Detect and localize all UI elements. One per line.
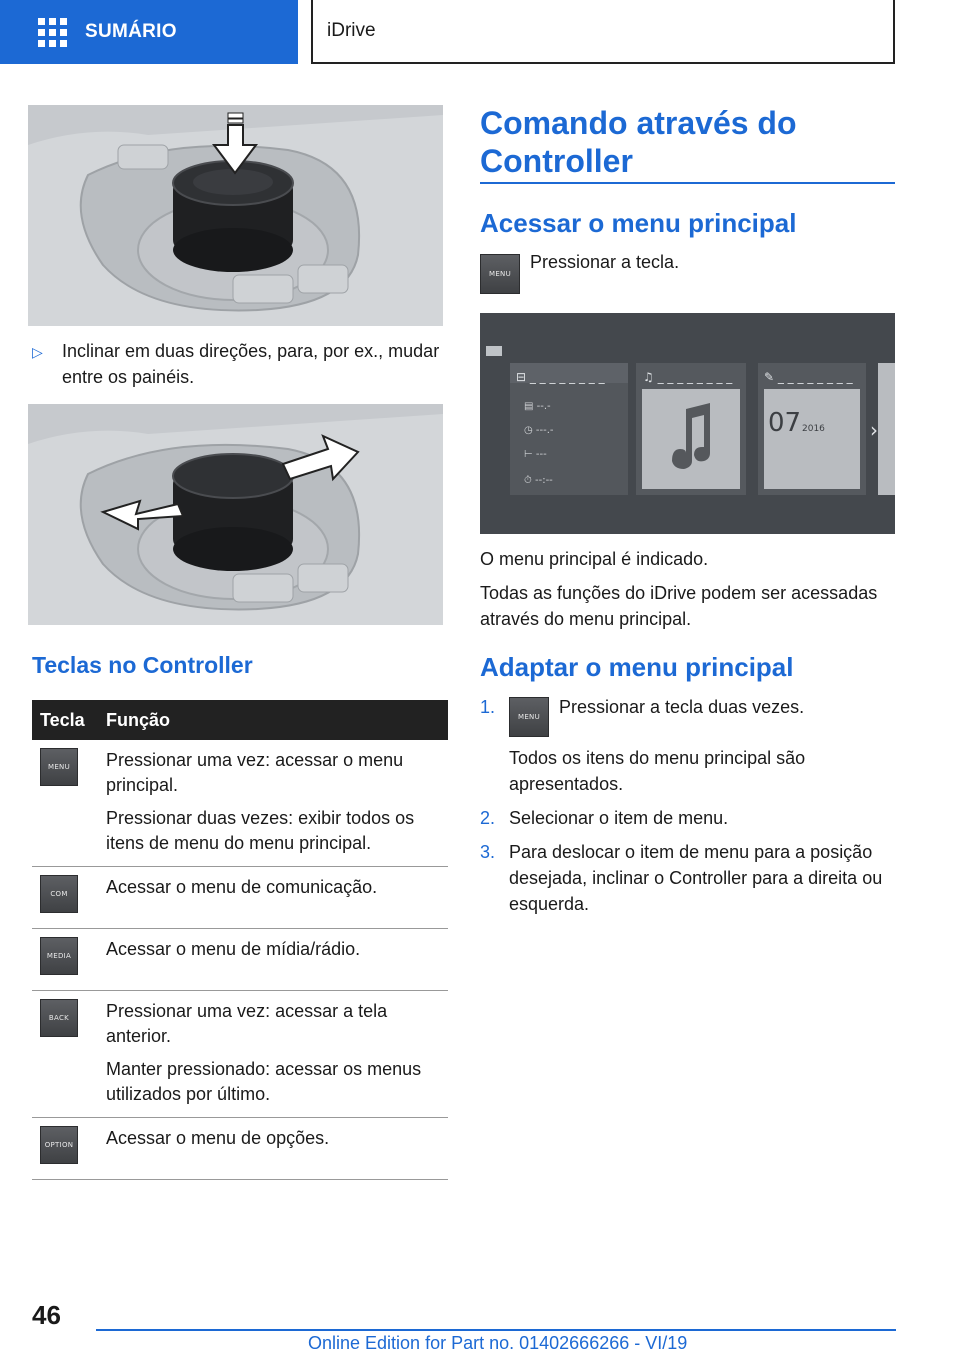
page-number: 46 xyxy=(32,1300,61,1330)
row-text: Pressionar duas vezes: exibir todos os itens de menu do menu principal. xyxy=(106,808,415,853)
grid-icon xyxy=(38,18,67,47)
main-menu-screen-figure xyxy=(480,313,895,534)
svg-text:♫ _ _ _ _ _ _ _ _: ♫ _ _ _ _ _ _ _ _ xyxy=(643,370,733,384)
subheading-adapt: Adaptar o menu principal xyxy=(480,652,794,682)
list-item xyxy=(480,839,895,917)
row-text: Pressionar uma vez: acessar o menu principal. xyxy=(106,750,404,795)
step-number: 3. xyxy=(480,842,496,862)
table-row xyxy=(32,991,448,1118)
svg-text:›: › xyxy=(870,418,878,442)
list-item xyxy=(480,694,895,797)
svg-text:⏱ --:--: ⏱ --:-- xyxy=(524,475,553,486)
screen-date-day: 07 xyxy=(768,408,802,438)
row-text: Acessar o menu de comunicação. xyxy=(106,877,378,897)
back-key-icon: BACK xyxy=(40,999,78,1037)
menu-key-icon: MENU xyxy=(480,254,520,294)
menu-key-icon: MENU xyxy=(509,697,549,737)
svg-text:◷ ---.-: ◷ ---.- xyxy=(524,425,554,436)
menu-key-icon: MENU xyxy=(40,748,78,786)
press-text: Pressionar a tecla. xyxy=(530,252,680,272)
controller-tilt-figure xyxy=(28,404,443,625)
section-tab[interactable] xyxy=(311,0,895,64)
footer-rule xyxy=(96,1329,896,1331)
controller-keys-table xyxy=(32,700,448,1180)
subheading-access: Acessar o menu principal xyxy=(480,208,797,238)
step-text: Para deslocar o item de menu para a posição desejada, inclinar o Controller para a direita ou esquerda. xyxy=(509,842,883,914)
para-all-functions: Todas as funções do iDrive podem ser acessadas através do menu principal. xyxy=(480,583,878,629)
step-text: Selecionar o item de menu. xyxy=(509,808,729,828)
row-text: Manter pressionado: acessar os menus utilizados por último. xyxy=(106,1059,422,1104)
step-text: Pressionar a tecla duas vezes. xyxy=(559,697,805,717)
svg-text:▤ --.-: ▤ --.- xyxy=(524,401,551,412)
heading-rule xyxy=(480,182,895,184)
option-key-icon: OPTION xyxy=(40,1126,78,1164)
svg-text:⊟ _ _ _ _ _ _ _ _: ⊟ _ _ _ _ _ _ _ _ xyxy=(516,370,605,384)
table-row xyxy=(32,929,448,991)
list-item xyxy=(480,805,895,831)
col-function-header: Função xyxy=(106,700,448,740)
para-indicated: O menu principal é indicado. xyxy=(480,549,709,569)
com-key-icon: COM xyxy=(40,875,78,913)
row-text: Acessar o menu de mídia/rádio. xyxy=(106,939,361,959)
screen-date-year: 2016 xyxy=(802,424,825,434)
tilt-bullet-text: Inclinar em duas direções, para, por ex., mudar entre os painéis. xyxy=(62,341,440,387)
table-heading: Teclas no Controller xyxy=(32,652,253,678)
table-row xyxy=(32,740,448,867)
col-key-header: Tecla xyxy=(32,700,106,740)
row-text: Acessar o menu de opções. xyxy=(106,1128,330,1148)
contents-button[interactable] xyxy=(0,0,298,64)
step-number: 2. xyxy=(480,808,496,828)
steps-list xyxy=(480,694,895,925)
tilt-bullet xyxy=(32,338,444,390)
step-extra: Todos os itens do menu principal são apresentados. xyxy=(509,748,806,794)
table-row xyxy=(32,867,448,929)
table-row xyxy=(32,1118,448,1180)
media-key-icon: MEDIA xyxy=(40,937,78,975)
svg-text:⊢ ---: ⊢ --- xyxy=(524,449,547,460)
row-text: Pressionar uma vez: acessar a tela anterior. xyxy=(106,1001,388,1046)
step-number: 1. xyxy=(480,697,496,717)
section-title: iDrive xyxy=(327,20,376,41)
footer-edition: Online Edition for Part no. 01402666266 - VI/19 xyxy=(308,1333,688,1353)
controller-press-figure xyxy=(28,105,443,326)
contents-label: SUMÁRIO xyxy=(85,21,177,42)
main-heading: Comando através do Controller xyxy=(480,105,797,179)
svg-text:✎ _ _ _ _ _ _ _ _: ✎ _ _ _ _ _ _ _ _ xyxy=(764,370,853,384)
triangle-bullet-icon: ▷ xyxy=(32,344,43,360)
